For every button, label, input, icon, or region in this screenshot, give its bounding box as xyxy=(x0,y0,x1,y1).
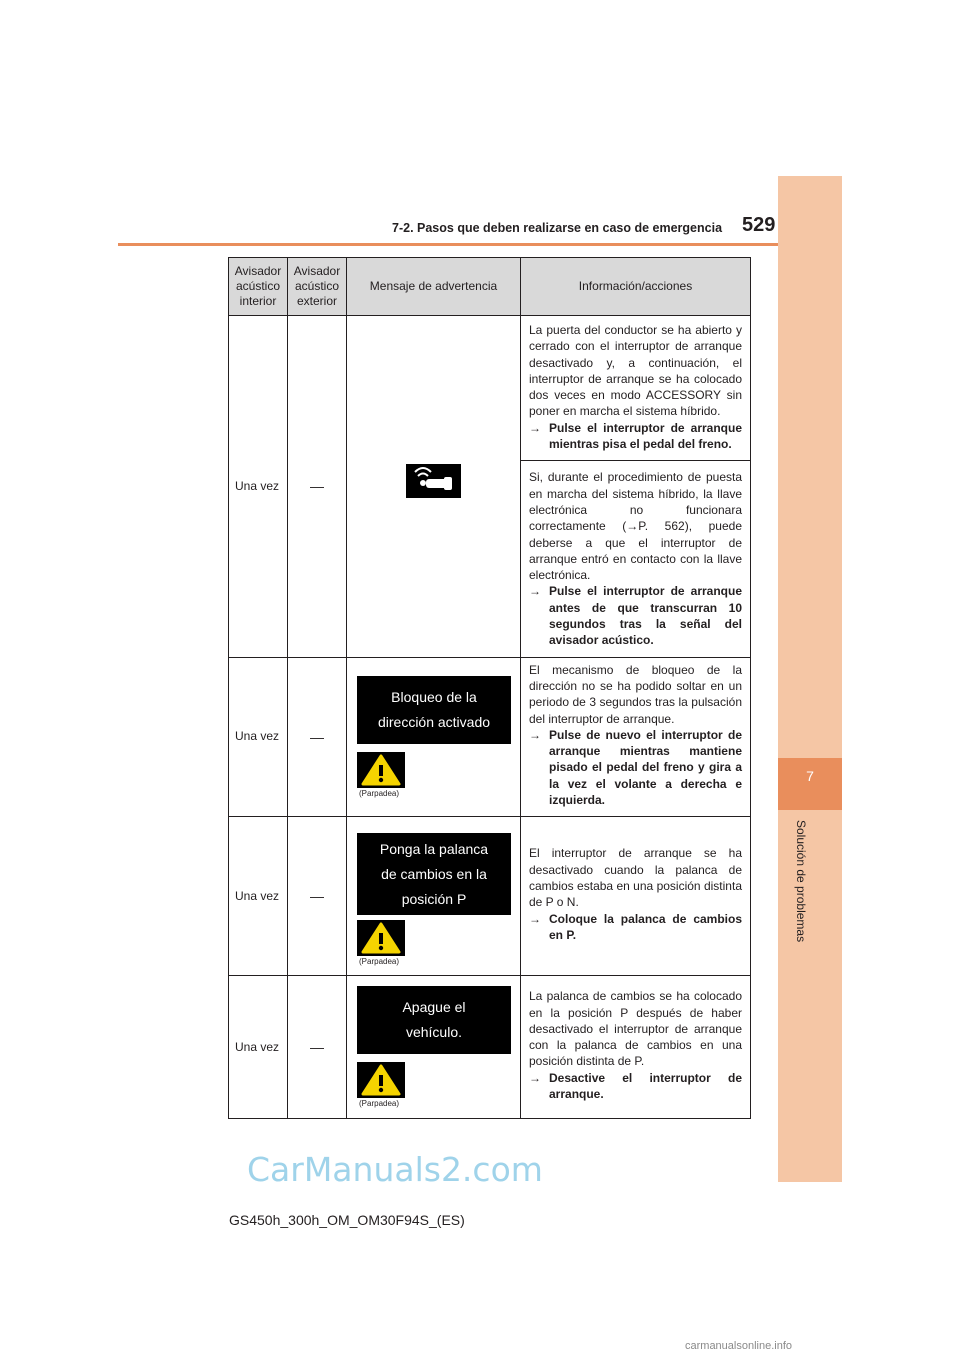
warning-message-cell xyxy=(347,316,521,658)
warning-message-display xyxy=(357,833,511,915)
action-text: Desactive el interruptor de arranque. xyxy=(549,1070,742,1102)
document-code: GS450h_300h_OM_OM30F94S_(ES) xyxy=(229,1212,465,1228)
arrow-icon: → xyxy=(529,420,541,435)
message-line: vehículo. xyxy=(405,1024,463,1041)
table-row xyxy=(229,657,751,817)
message-line: Ponga la palanca xyxy=(379,840,489,857)
action-text: Pulse de nuevo el interruptor de arranque mientras mantiene pisado el pedal del freno y gira a la vez el volante a derecha e izquierda. xyxy=(549,727,742,808)
exterior-buzzer-cell: — xyxy=(288,817,347,976)
table-row xyxy=(229,316,751,658)
message-line: posición P xyxy=(401,890,467,907)
interior-buzzer-cell: Una vez xyxy=(229,657,288,817)
smart-key-icon xyxy=(406,464,461,498)
exterior-buzzer-cell: — xyxy=(288,976,347,1119)
warning-message-cell xyxy=(347,817,521,976)
header-info-actions: Información/acciones xyxy=(521,258,751,316)
table-row xyxy=(229,976,751,1119)
arrow-icon: → xyxy=(529,911,541,926)
watermark-site: carmanualsonline.info xyxy=(685,1340,793,1352)
interior-buzzer-cell: Una vez xyxy=(229,817,288,976)
info-block xyxy=(521,461,750,656)
table-row xyxy=(229,817,751,976)
action-item xyxy=(529,420,742,453)
arrow-icon: → xyxy=(529,1070,541,1085)
warning-message-display xyxy=(357,676,511,744)
action-text: Pulse el interruptor de arranque mientras pisa el pedal del freno. xyxy=(549,420,742,452)
message-line: Bloqueo de la xyxy=(391,688,477,705)
chapter-label: Solución de problemas xyxy=(794,820,808,943)
chapter-number: 7 xyxy=(806,768,814,784)
action-text: Coloque la palanca de cambios en P. xyxy=(549,911,742,942)
action-item xyxy=(529,727,742,808)
arrow-icon: → xyxy=(529,727,541,742)
table-header-row xyxy=(229,258,751,316)
section-title: 7-2. Pasos que deben realizarse en caso de emergencia xyxy=(392,221,723,235)
warning-triangle-icon xyxy=(357,752,405,788)
chapter-side-strip xyxy=(778,176,842,1182)
warning-triangle-icon xyxy=(357,920,405,956)
info-block xyxy=(521,984,750,1110)
message-line: Apague el xyxy=(402,999,466,1016)
action-item xyxy=(529,583,742,648)
action-text: Pulse el interruptor de arranque antes de que transcurran 10 segundos tras la señal del avisador acústico. xyxy=(549,584,742,648)
warning-triangle-icon xyxy=(357,1062,405,1098)
info-block xyxy=(521,841,750,951)
info-actions-cell xyxy=(521,316,751,658)
header-exterior-buzzer: Avisador acústico exterior xyxy=(288,258,347,316)
info-text: La puerta del conductor se ha abierto y cerrado con el interruptor de arranque desactivado y, a continuación, el interruptor de arranque se ha colocado dos veces en modo ACCESSORY sin poner en marcha el sistema híbrido. xyxy=(529,323,742,419)
action-item xyxy=(529,911,742,944)
info-block xyxy=(521,658,750,817)
flash-label: (Parpadea) xyxy=(359,788,400,798)
info-text: La palanca de cambios se ha colocado en la posición P después de haber desactivado el interruptor de arranque con la palanca de cambios en una posición distinta de P. xyxy=(529,989,742,1069)
message-line: de cambios en la xyxy=(381,865,487,882)
info-block xyxy=(521,316,750,460)
exterior-buzzer-cell: — xyxy=(288,316,347,658)
message-line: dirección activado xyxy=(377,713,491,730)
page-number: 529 xyxy=(742,214,776,236)
watermark-logo: CarManuals2.com xyxy=(247,1150,543,1189)
warning-message-display xyxy=(357,986,511,1054)
flash-label: (Parpadea) xyxy=(359,957,400,967)
info-text: Si, durante el procedimiento de puesta en marcha del sistema híbrido, la llave electrónica no funcionara correctamente (→P. 562), puede deberse a que el interruptor de arranque entró en contacto con la llave electrónica. xyxy=(529,470,742,583)
interior-buzzer-cell: Una vez xyxy=(229,316,288,658)
warning-table xyxy=(228,257,751,1119)
header-warning-message: Mensaje de advertencia xyxy=(347,258,521,316)
info-actions-cell xyxy=(521,657,751,817)
chapter-tab xyxy=(778,758,842,810)
exterior-buzzer-cell: — xyxy=(288,657,347,817)
header-divider xyxy=(118,243,842,246)
warning-message-cell xyxy=(347,657,521,817)
action-item xyxy=(529,1070,742,1103)
info-text: El mecanismo de bloqueo de la dirección no se ha podido soltar en un periodo de 3 segundos tras la pulsación del interruptor de arranque. xyxy=(529,662,742,726)
arrow-icon: → xyxy=(529,584,541,599)
info-actions-cell xyxy=(521,976,751,1119)
info-text: El interruptor de arranque se ha desactivado cuando la palanca de cambios estaba en una posición distinta de P o N. xyxy=(529,846,742,910)
interior-buzzer-cell: Una vez xyxy=(229,976,288,1119)
info-actions-cell xyxy=(521,817,751,976)
warning-message-cell xyxy=(347,976,521,1119)
header-interior-buzzer: Avisador acústico interior xyxy=(229,258,288,316)
flash-label: (Parpadea) xyxy=(359,1099,400,1109)
